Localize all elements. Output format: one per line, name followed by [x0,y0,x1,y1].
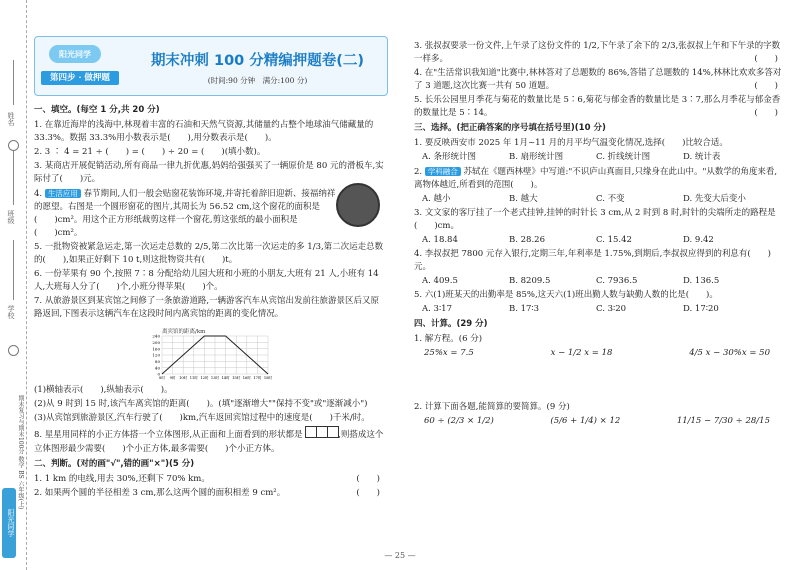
y-tick-label: 240 [152,333,160,339]
y-tick-label: 40 [154,365,160,371]
option: D. 统计表 [683,152,721,162]
answer-paren[interactable]: ( ) [754,81,778,91]
question-7a: (1)横轴表示( ),纵轴表示( )。 [34,385,173,395]
option: D. 先变大后变小 [683,194,746,204]
choice-4: 4. 李叔叔把 7800 元存入银行,定期三年,年利率是 1.75%,到期后,李叔叔应得到的利息有( )元。 [414,249,771,272]
question-7c: (3)从宾馆到旅游景区,汽车行驶了( )km,汽车返回宾馆过程中的速度是( )千米/时。 [34,413,370,423]
judge-2-text: 2. 如果两个圆的半径相差 3 cm,那么这两个圆的面积相差 9 cm²。 [34,488,286,498]
question-4-text: 春节期间,人们一般会贴窗花装饰环境,并寄托着辞旧迎新、接福纳祥的愿望。右图是一个圆形窗花的图片,其周长为 56.52 cm,这个窗花的面积是( )cm²。用这个正方形纸裁剪这样一个窗花,剪这张纸的最小面积是( )cm²。 [34,189,336,238]
chart-title: 离宾馆的距离/km [162,329,206,335]
class-line [13,150,14,205]
question-3: 3. 某商店开展促销活动,所有商品一律九折优惠,妈妈给强强买了一辆原价是 80 元的滑板车,实际付了( )元。 [34,161,384,184]
expressions-row [414,415,784,428]
cube-shape-icon [305,426,338,443]
y-tick-label: 120 [152,352,160,358]
school-label: 学校 [7,305,15,319]
option: A. 409.5 [422,276,458,286]
option: B. 扇形统计图 [509,152,564,162]
binding-sidebar [0,0,27,570]
judge-5-text: 5. 长乐公园里月季花与菊花的数量比是 5∶6,菊花与郁金香的数量比是 3∶7,那么月季花与郁金香的数量比是 5∶14。 [414,95,781,118]
calc-1-title: 1. 解方程。(6 分) [414,334,483,344]
choice-2-text: 苏轼在《题西林壁》中写道:"不识庐山真面目,只缘身在此山中。"从数学的角度来看,离物体越近,所看到的范围( )。 [414,167,778,190]
answer-space[interactable] [414,361,784,401]
x-tick-label: 8时 [159,376,165,380]
exam-header [34,36,388,96]
right-column [414,40,784,429]
left-column [34,102,386,501]
choice-5-options [414,303,784,316]
step-badge: 第四步 · 做押题 [41,71,119,85]
class-label: 班级 [7,210,15,224]
binding-hole-icon [8,140,19,151]
judge-4-text: 4. 在"生活常识我知道"比赛中,林林答对了总题数的 86%,答错了总题数的 14%,林林比欢欢多答对了 3 道题,这次比赛一共有 50 道题。 [414,68,782,91]
x-tick-label: 16时 [242,376,251,380]
answer-paren[interactable]: ( ) [754,108,778,118]
question-8-text-b: ,则搭成这个立体图形最少需要( )个小正方体,最多需要( )个小正方体。 [34,430,384,454]
question-2: 2. 3 ∶ 4 = 21 ÷ ( ) = ( ) ÷ 20 = ( )(填小数)。 [34,147,266,157]
name-line [13,60,14,105]
paper-cut-image [336,183,380,227]
equation: 4/5 x − 30%x = 50 [689,348,770,358]
question-8 [34,426,386,456]
x-tick-label: 18时 [263,376,272,380]
question-7b: (2)从 9 时到 15 时,该汽车离宾馆的距离( )。(填"逐渐增大""保持不变"或"逐渐减小") [34,399,368,409]
equation: 25%x = 7.5 [424,348,474,358]
judge-2 [34,487,386,500]
school-line [13,240,14,300]
x-tick-label: 17时 [253,376,262,380]
choice-5: 5. 六(1)班某天的出勤率是 85%,这天六(1)班出勤人数与缺勤人数的比是( )。 [414,290,718,300]
answer-paren[interactable]: ( ) [754,54,778,64]
question-7: 7. 从旅游景区到某宾馆之间修了一条旅游道路,一辆游客汽车从宾馆出发前往旅游景区后又原路返回,下图表示这辆汽车在这段时间内离宾馆的距离的变化情况。 [34,296,380,319]
x-tick-label: 11时 [189,376,198,380]
y-tick-label: 0 [157,371,160,377]
choice-2-options [414,193,784,206]
choice-3: 3. 文文家的客厅挂了一个老式挂钟,挂钟的时针长 3 cm,从 2 时到 8 时,时针的尖端所走的路程是( )cm。 [414,208,776,231]
judge-5 [414,94,784,120]
tag-subject: 学科融合 [425,167,461,176]
option: C. 15.42 [596,235,632,245]
section-choice-title: 三、选择。(把正确答案的序号填在括号里)(10 分) [414,123,606,133]
choice-2: 2. 学科融合 苏轼在《题西林壁》中写道:"不识庐山真面目,只缘身在此山中。"从数学的角度来看,离物体越近,所看到的范围( )。 [414,167,778,190]
choice-1-options [414,151,784,164]
x-tick-label: 13时 [210,376,220,380]
equations-row [414,347,784,360]
judge-3 [414,40,784,66]
x-tick-label: 9时 [169,376,176,380]
calc-2-title: 2. 计算下面各题,能简算的要简算。(9 分) [414,402,570,412]
option: D. 136.5 [683,276,720,286]
judge-4 [414,67,784,93]
option: B. 越大 [509,194,538,204]
option: A. 越小 [422,194,451,204]
option: C. 3∶20 [596,304,627,314]
option: B. 28.26 [509,235,545,245]
page-number: — 25 — [384,551,416,560]
answer-paren[interactable]: ( ) [356,474,380,484]
page-title: 期末冲刺 100 分精编押题卷(二) [150,53,365,69]
x-tick-label: 10时 [179,376,188,380]
option: D. 9.42 [683,235,714,245]
distance-line-chart [140,326,272,382]
x-tick-label: 12时 [200,376,209,380]
option: C. 7936.5 [596,276,638,286]
question-6: 6. 一份苹果有 90 个,按照 7∶8 分配给幼儿园大班和小班的小朋友,大班有 21 人,小班有 14 人,大班每人分了( )个,小班分得苹果( )个。 [34,269,379,292]
option: A. 3∶17 [422,304,452,314]
expression: (5/6 + 1/4) × 12 [550,416,621,426]
equation: x − 1/2 x = 18 [550,348,613,358]
binding-hole-icon [8,345,19,356]
choice-1: 1. 要反映西安市 2025 年 1月~11 月的月平均气温变化情况,选择( )比较合适。 [414,138,728,148]
choice-3-options [414,234,784,247]
exam-info: (时间:90 分钟 满分:100 分) [207,76,308,85]
x-tick-label: 15时 [232,376,241,380]
question-5: 5. 一批物资被紧急运走,第一次运走总数的 2/5,第二次比第一次运走的多 1/3,第二次运走总数的( ),如果正好剩下 10 t,则这批物资共有( )t。 [34,242,384,265]
judge-1 [34,473,386,486]
question-8-text: 8. 星星用同样的小正方体搭一个立体图形,从正面和上面看到的形状都是 [34,430,303,440]
name-label: 姓名 [7,112,15,126]
section-calc-title: 四、计算。(29 分) [414,319,488,329]
question-1: 1. 在靠近海岸的浅海中,林现着丰富的石油和天然气资源,其储量约占整个地球油气储藏量的 33.3%。数据 33.3%用小数表示是( ),用分数表示是( )。 [34,120,374,143]
x-tick-label: 14时 [221,376,230,380]
option: B. 17∶3 [509,304,540,314]
judge-1-text: 1. 1 km 的电线,用去 30%,还剩下 70% km。 [34,474,210,484]
tag-life: 生活应用 [45,189,81,198]
judge-3-text: 3. 张叔叔要录一份文件,上午录了这份文件的 1/2,下午录了余下的 2/3,张叔叔上午和下午录的字数一样多。 [414,41,781,64]
option: C. 折线统计图 [596,152,651,162]
expression: 11/15 − 7/30 ÷ 28/15 [676,416,770,426]
brand-logo: 阳光同学 [49,45,101,63]
y-tick-label: 160 [152,346,160,352]
section-fill-title: 一、填空。(每空 1 分,共 20 分) [34,105,160,115]
option: A. 18.84 [422,235,458,245]
expression: 60 ÷ (2/3 × 1/2) [424,416,494,426]
question-4: 4. 生活应用 春节期间,人们一般会贴窗花装饰环境,并寄托着辞旧迎新、接福纳祥的愿望。右图是一个圆形窗花的图片,其周长为 56.52 cm,这个窗花的面积是( )cm²。用这个正方形纸裁剪这样一个窗花,剪这张纸的最小面积是( )cm²。 [34,189,336,238]
series-text: 期末复习与期末100分 数学 BS 六年级(上) [17,395,24,510]
y-tick-label: 200 [152,339,160,345]
option: A. 条形统计图 [422,152,477,162]
choice-4-options [414,275,784,288]
brand-tab: 阳光同学 [2,488,16,558]
section-judge-title: 二、判断。(对的画"√",错的画"×")(5 分) [34,459,195,469]
answer-paren[interactable]: ( ) [356,488,380,498]
y-tick-label: 80 [154,358,160,364]
option: C. 不变 [596,194,625,204]
option: D. 17∶20 [683,304,719,314]
option: B. 8209.5 [509,276,551,286]
